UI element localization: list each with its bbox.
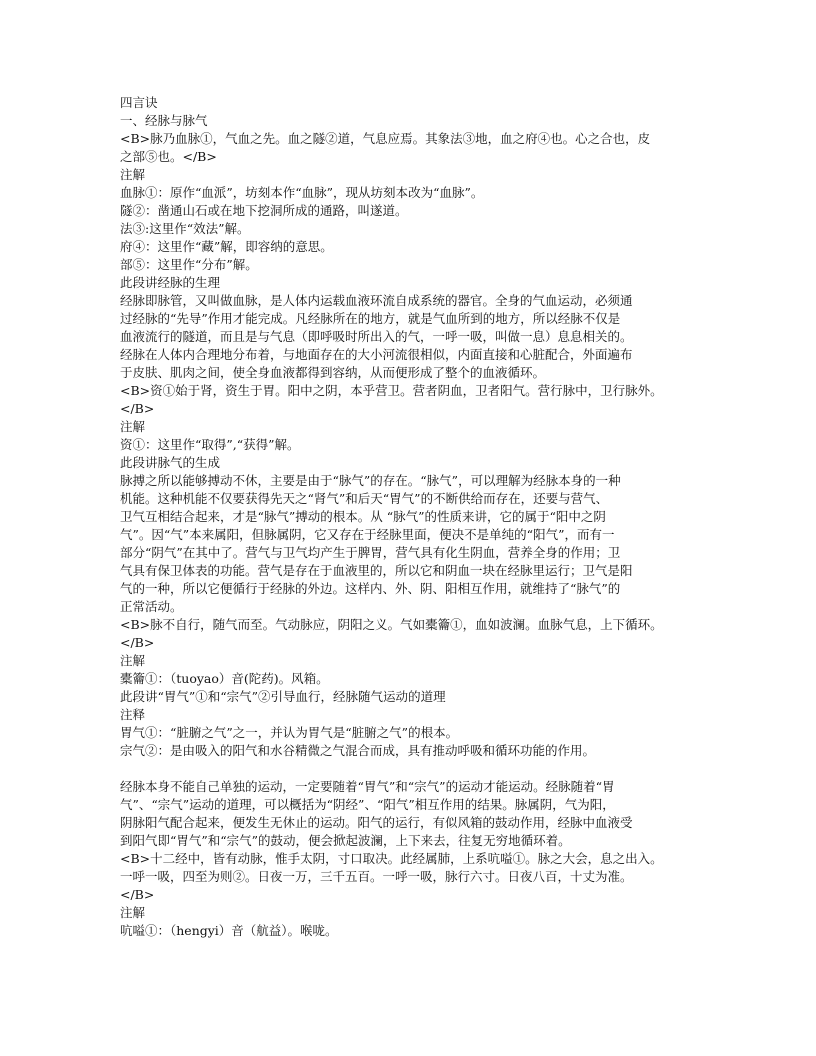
note-heading: 注释: [120, 707, 146, 722]
verse-line: </B>: [120, 635, 155, 650]
body-line: 卫气互相结合起来，才是“脉气”搏动的根本。从 “脉气”的性质来讲，它的属于“阳中之阴: [120, 509, 606, 524]
verse-line: 之部⑤也。</B>: [120, 149, 217, 164]
note-heading: 注解: [120, 167, 146, 182]
body-line: 过经脉的“先导”作用才能完成。凡经脉所在的地方，就是气血所到的地方，所以经脉不仅是: [120, 311, 621, 326]
verse-line: <B>资①始于肾，资生于胃。阳中之阴，本乎营卫。营者阴血，卫者阳气。营行脉中，卫行脉外。: [120, 383, 663, 398]
body-line: 经脉在人体内合理地分布着，与地面存在的大小河流很相似，内面直接和心脏配合，外面遍布: [120, 347, 633, 362]
note-line: 宗气②：是由吸入的阳气和水谷精微之气混合而成，具有推动呼吸和循环功能的作用。: [120, 743, 596, 758]
verse-line: <B>脉乃血脉①，气血之先。血之隧②道，气息应焉。其象法③地，血之府④也。心之合也，皮: [120, 131, 651, 146]
note-heading: 注解: [120, 905, 146, 920]
body-line: 经脉即脉管，又叫做血脉，是人体内运载血液环流自成系统的器官。全身的气血运动，必须通: [120, 293, 633, 308]
note-line: 胃气①：“脏腑之气”之一，并认为胃气是“脏腑之气”的根本。: [120, 725, 459, 740]
verse-line: </B>: [120, 887, 155, 902]
body-line: 正常活动。: [120, 599, 183, 614]
body-line: 于皮肤、肌肉之间，使全身血液都得到容纳，从而便形成了整个的血液循环。: [120, 365, 546, 380]
note-heading: 注解: [120, 419, 146, 434]
body-line: 阴脉阳气配合起来，便发生无休止的运动。阳气的运行，有似风箱的鼓动作用，经脉中血液受: [120, 815, 633, 830]
note-line: 资①：这里作“取得”,“获得”解。: [120, 437, 300, 452]
note-line: 部⑤：这里作“分布”解。: [120, 257, 258, 272]
verse-line: <B>脉不自行，随气而至。气动脉应，阴阳之义。气如橐籥①，血如波澜。血脉气息，上下循环。: [120, 617, 663, 632]
note-line: 府④：这里作“藏”解，即容纳的意思。: [120, 239, 333, 254]
note-line: 橐籥①：（tuoyao）音(陀药)。风箱。: [120, 671, 329, 686]
body-line: 部分“阴气”在其中了。营气与卫气均产生于脾胃，营气具有化生阴血，营养全身的作用；卫: [120, 545, 621, 560]
verse-line: </B>: [120, 401, 155, 416]
note-heading: 注解: [120, 653, 146, 668]
verse-line: <B>十二经中，皆有动脉，惟手太阴，寸口取决。此经属肺，上系吭嗌①。脉之大会，息之出入。: [120, 851, 663, 866]
body-line: 脉搏之所以能够搏动不休，主要是由于“脉气”的存在。“脉气”，可以理解为经脉本身的一种: [120, 473, 621, 488]
body-line: 气的一种，所以它便循行于经脉的外边。这样内、外、阴、阳相互作用，就维持了“脉气”的: [120, 581, 621, 596]
document-page: [120, 94, 698, 940]
body-line: 血液流行的隧道，而且是与气息（即呼吸时所出入的气，一呼一吸，叫做一息）息息相关的。: [120, 329, 633, 344]
paragraph-heading: 此段讲“胃气”①和“宗气”②引导血行，经脉随气运动的道理: [120, 689, 446, 704]
body-line: 气”、“宗气”运动的道理，可以概括为“阴经”、“阳气”相互作用的结果。脉属阴，气为阳，: [120, 797, 615, 812]
verse-line: 一呼一吸，四至为则②。日夜一万，三千五百。一呼一吸，脉行六寸。日夜八百，十丈为准。: [120, 869, 633, 884]
body-line: 到阳气即“胃气”和“宗气”的鼓动，便会掀起波澜，上下来去，往复无穷地循环着。: [120, 833, 571, 848]
body-line: 机能。这种机能不仅要获得先天之“肾气”和后天“胃气”的不断供给而存在，还要与营气、: [120, 491, 609, 506]
body-line: 气”。因“气”本来属阳，但脉属阴，它又存在于经脉里面，便决不是单纯的“阳气”，而有一: [120, 527, 615, 542]
note-line: 吭嗌①：（hengyi）音（航益）。喉咙。: [120, 923, 338, 938]
heading-1: 一、经脉与脉气: [120, 113, 208, 128]
note-line: 隧②：凿通山石或在地下挖洞所成的通路，叫遂道。: [120, 203, 408, 218]
note-line: 法③:这里作“效法”解。: [120, 221, 250, 236]
paragraph-heading: 此段讲经脉的生理: [120, 275, 221, 290]
body-line: 经脉本身不能自己单独的运动，一定要随着“胃气”和“宗气”的运动才能运动。经脉随着“胃: [120, 779, 615, 794]
paragraph-heading: 此段讲脉气的生成: [120, 455, 221, 470]
note-line: 血脉①：原作“血派”，坊刻本作“血脉”，现从坊刻本改为“血脉”。: [120, 185, 484, 200]
blank-line: [120, 760, 698, 778]
section-title: 四言诀: [120, 95, 158, 110]
body-line: 气具有保卫体表的功能。营气是存在于血液里的，所以它和阴血一块在经脉里运行；卫气是阳: [120, 563, 633, 578]
